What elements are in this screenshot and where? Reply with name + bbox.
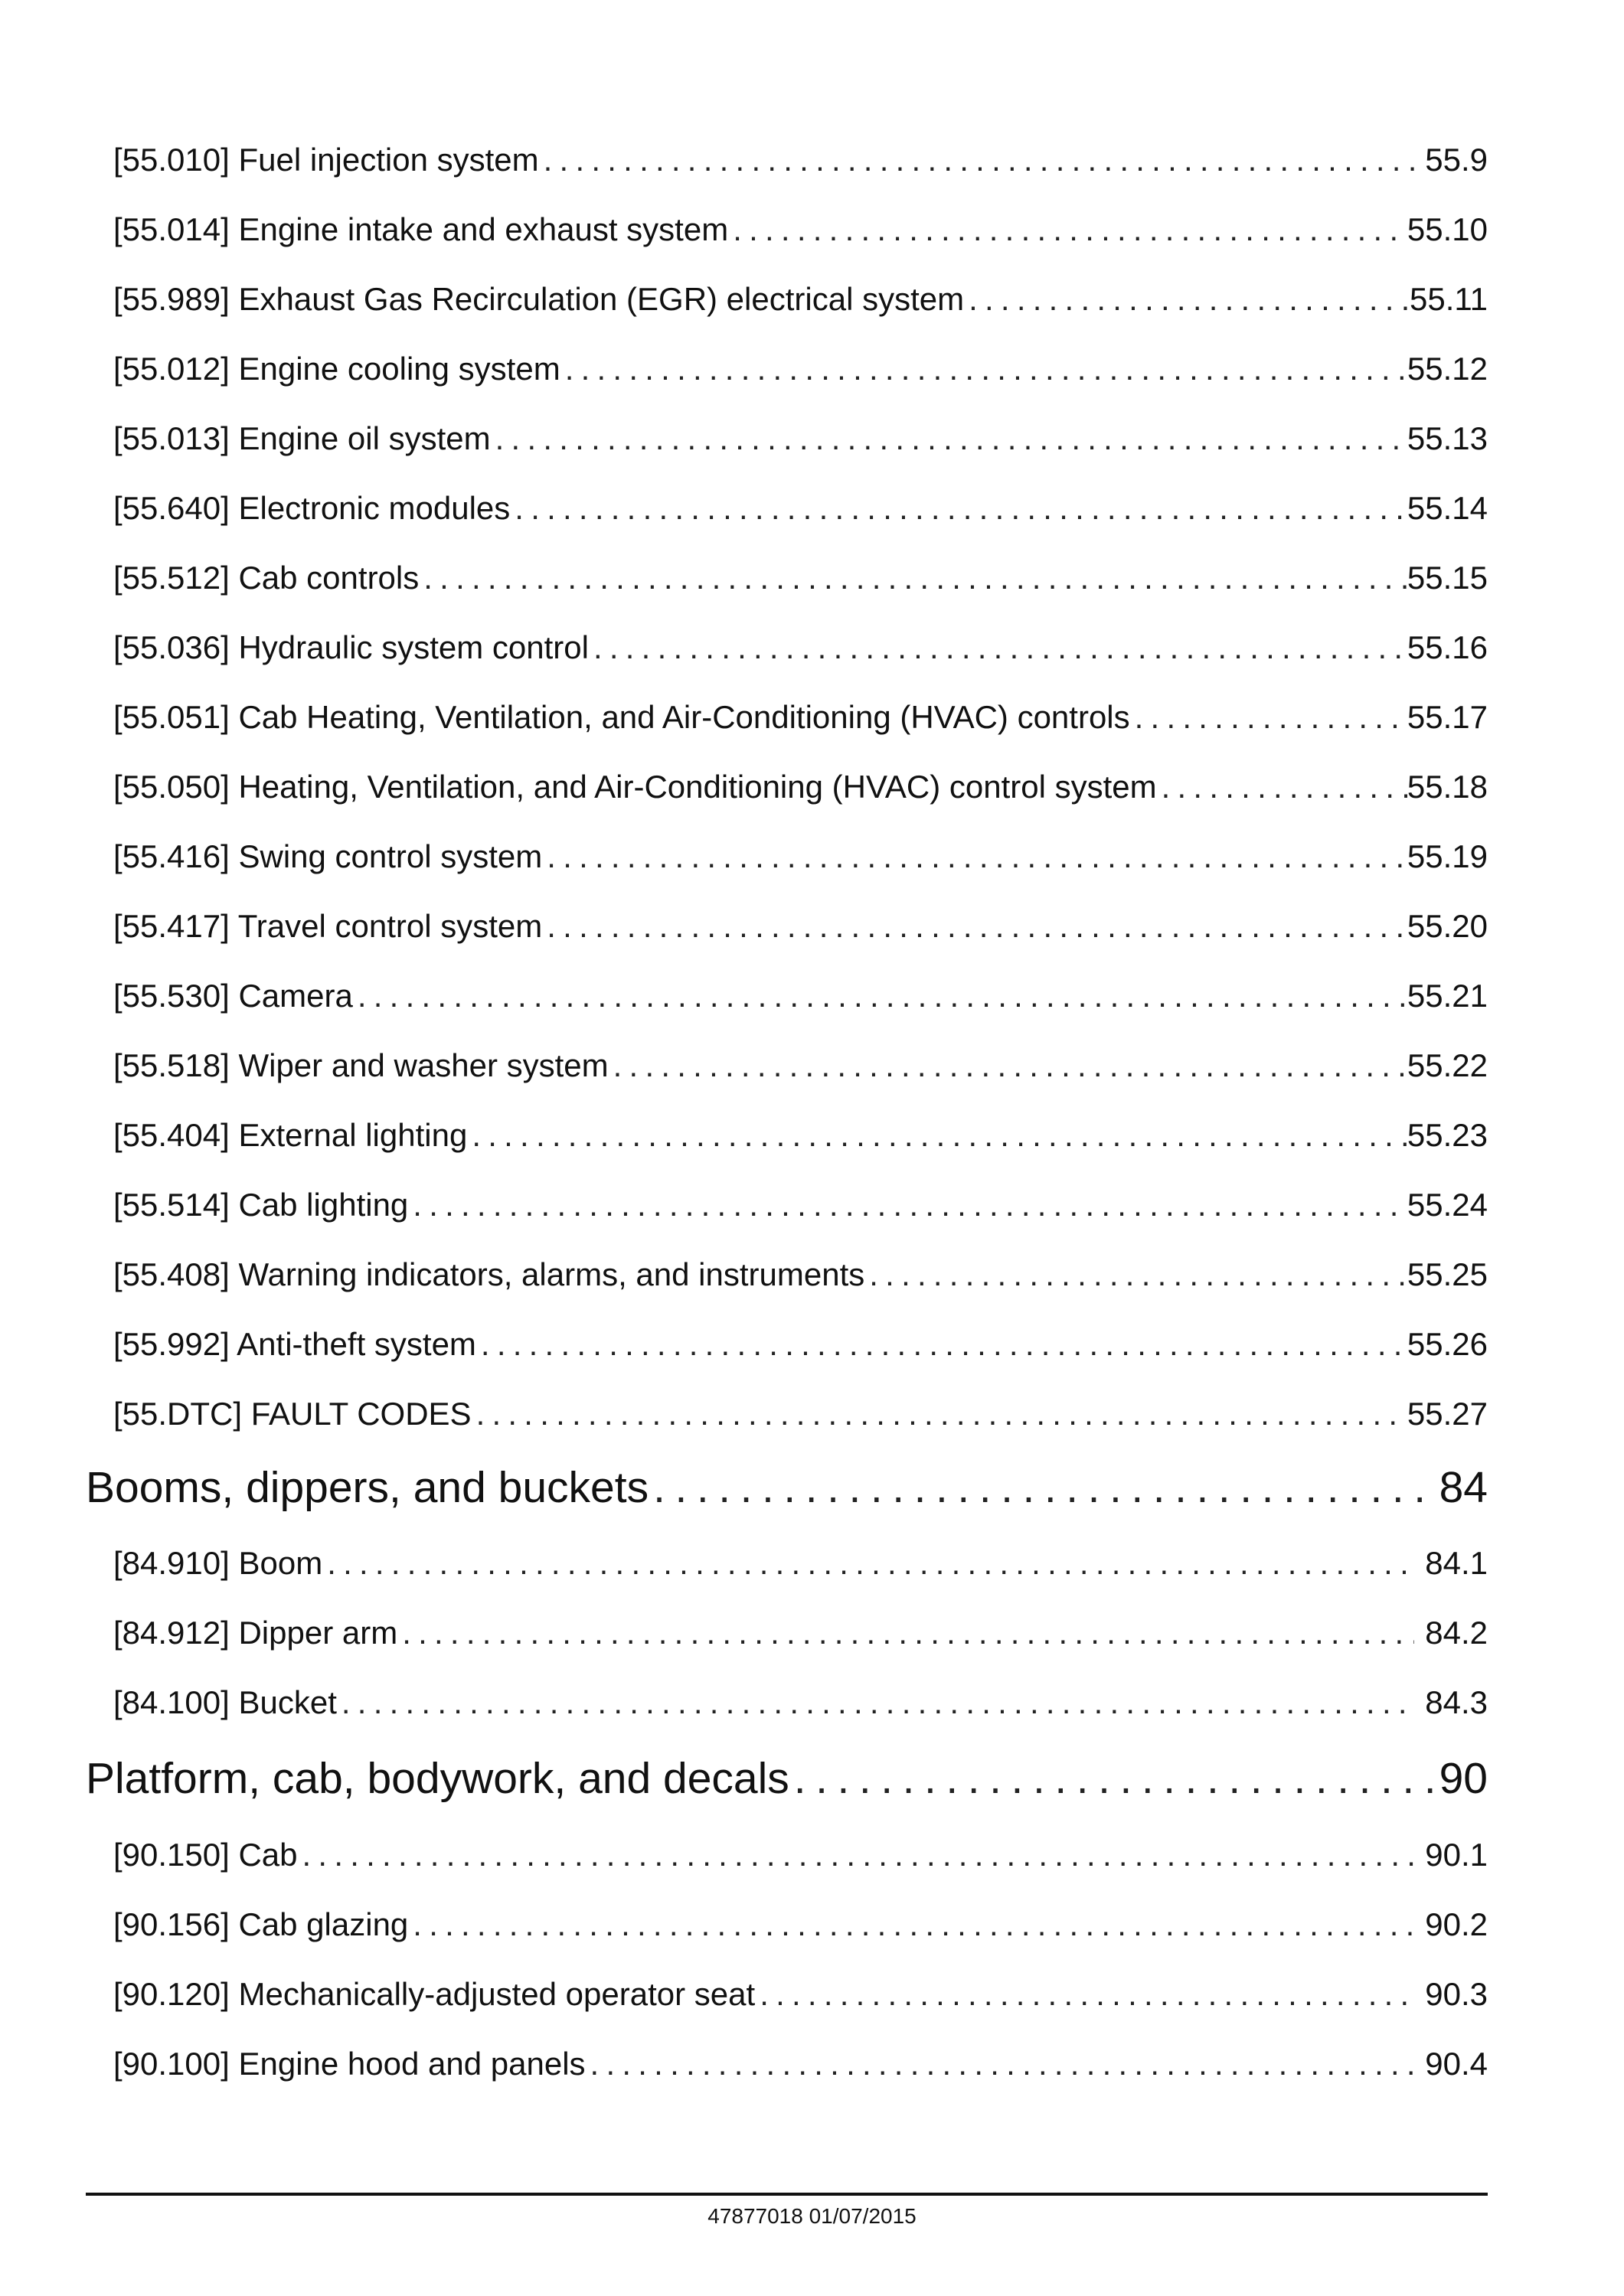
toc-entry-label: [55.404] External lighting [113,1117,468,1153]
toc-entry-55-416[interactable] [113,838,1488,876]
toc-entry-page: 55.26 [1407,1326,1488,1362]
toc-entry-55-992[interactable] [113,1325,1488,1364]
dot-leader [419,559,1407,597]
toc-section-page: 90 [1439,1754,1488,1803]
toc-entry-label: [55.408] Warning indicators, alarms, and instruments [113,1256,865,1292]
toc-entry-label: [55.417] Travel control system [113,908,543,944]
dot-leader [353,977,1407,1015]
dot-leader [476,1325,1407,1364]
toc-entry-label: [55.518] Wiper and washer system [113,1047,609,1083]
toc-entry-84-912[interactable] [113,1614,1488,1652]
dot-leader [298,1836,1414,1874]
toc-entry-90-156[interactable] [113,1906,1488,1944]
toc-entry-page: 55.27 [1407,1396,1488,1432]
toc-entry-55-036[interactable] [113,629,1488,667]
dot-leader [491,420,1407,458]
dot-leader [964,280,1410,318]
toc-entry-page: 55.16 [1407,629,1488,665]
dot-leader [1130,698,1407,736]
toc-entry-page: 55.23 [1407,1117,1488,1153]
toc-entry-label: [55.014] Engine intake and exhaust system [113,211,729,247]
dot-leader [397,1614,1414,1652]
toc-entry-page: 55.10 [1407,211,1488,247]
toc-entry-label: [55.512] Cab controls [113,560,420,596]
toc-entry-55-dtc[interactable] [113,1395,1488,1433]
toc-entry-page: 55.18 [1407,769,1488,805]
toc-entry-label: [55.992] Anti-theft system [113,1326,476,1362]
toc-entry-page: 90.3 [1425,1976,1488,2012]
toc-entry-90-120[interactable] [113,1975,1488,2013]
toc-entry-55-014[interactable] [113,211,1488,249]
toc-entry-page: 55.21 [1407,978,1488,1014]
toc-entry-label: [55.640] Electronic modules [113,490,511,526]
toc-entry-label: [55.036] Hydraulic system control [113,629,589,665]
dot-leader [586,2045,1414,2083]
toc-entry-55-518[interactable] [113,1047,1488,1085]
toc-entry-label: [84.912] Dipper arm [113,1615,398,1651]
toc-entry-label: [90.156] Cab glazing [113,1906,409,1942]
toc-entry-page: 55.20 [1407,908,1488,944]
toc-entry-page: 90.1 [1425,1837,1488,1873]
dot-leader [467,1116,1407,1155]
toc-entry-label: [55.530] Camera [113,978,353,1014]
toc-entry-label: [55.051] Cab Heating, Ventilation, and Air-Conditioning (HVAC) controls [113,699,1130,735]
dot-leader [560,350,1407,388]
toc-entry-page: 90.4 [1425,2046,1488,2082]
toc-entry-label: [55.514] Cab lighting [113,1187,409,1223]
dot-leader [609,1047,1407,1085]
toc-section-label: Booms, dippers, and buckets [86,1463,649,1512]
toc-entry-page: 55.17 [1407,699,1488,735]
dot-leader [864,1256,1407,1294]
toc-entry-55-050[interactable] [113,768,1488,806]
toc-section-90[interactable] [86,1753,1488,1804]
dot-leader [1157,768,1407,806]
toc-entry-55-408[interactable] [113,1256,1488,1294]
toc-entry-label: [84.910] Boom [113,1545,323,1581]
toc-entry-label: [90.150] Cab [113,1837,298,1873]
dot-leader [408,1186,1407,1224]
toc-entry-label: [55.DTC] FAULT CODES [113,1396,472,1432]
toc-entry-55-640[interactable] [113,489,1488,527]
toc-entry-55-051[interactable] [113,698,1488,736]
toc-entry-90-100[interactable] [113,2045,1488,2083]
dot-leader [589,629,1407,667]
toc-entry-55-404[interactable] [113,1116,1488,1155]
toc-entry-page: 55.25 [1407,1256,1488,1292]
toc-entry-label: [55.010] Fuel injection system [113,142,539,178]
toc-entry-page: 84.1 [1425,1545,1488,1581]
toc-entry-page: 55.14 [1407,490,1488,526]
toc-entry-84-910[interactable] [113,1544,1488,1582]
dot-leader [472,1395,1407,1433]
toc-entry-label: [84.100] Bucket [113,1684,337,1720]
toc-entry-label: [55.989] Exhaust Gas Recirculation (EGR) electrical system [113,281,965,317]
toc-entry-page: 84.2 [1425,1615,1488,1651]
toc-section-84[interactable] [86,1462,1488,1513]
toc-entry-55-012[interactable] [113,350,1488,388]
toc-entry-label: [55.416] Swing control system [113,838,543,874]
toc-section-label: Platform, cab, bodywork, and decals [86,1754,789,1803]
toc-entry-page: 55.12 [1407,351,1488,387]
dot-leader [789,1753,1439,1804]
toc-entry-55-417[interactable] [113,907,1488,946]
dot-leader [755,1975,1414,2013]
toc-entry-page: 55.13 [1407,420,1488,456]
toc-entry-55-512[interactable] [113,559,1488,597]
toc-entry-page: 55.22 [1407,1047,1488,1083]
toc-entry-55-514[interactable] [113,1186,1488,1224]
toc-entry-55-530[interactable] [113,977,1488,1015]
toc-section-page: 84 [1439,1463,1488,1512]
toc-entry-55-989[interactable] [113,280,1488,318]
toc-entry-page: 55.11 [1410,281,1488,317]
dot-leader [539,141,1414,179]
toc-entry-label: [55.050] Heating, Ventilation, and Air-Conditioning (HVAC) control system [113,769,1157,805]
toc-entry-page: 90.2 [1425,1906,1488,1942]
dot-leader [408,1906,1414,1944]
toc-entry-page: 55.19 [1407,838,1488,874]
toc-entry-84-100[interactable] [113,1684,1488,1722]
dot-leader [728,211,1407,249]
toc-entry-55-013[interactable] [113,420,1488,458]
toc-entry-label: [55.013] Engine oil system [113,420,491,456]
toc-entry-page: 55.9 [1425,142,1488,178]
toc-entry-55-010[interactable] [113,141,1488,179]
toc-entry-page: 55.24 [1407,1187,1488,1223]
dot-leader [649,1462,1439,1513]
toc-entry-label: [55.012] Engine cooling system [113,351,560,387]
dot-leader [322,1544,1414,1582]
dot-leader [337,1684,1414,1722]
toc-entry-90-150[interactable] [113,1836,1488,1874]
dot-leader [542,907,1407,946]
dot-leader [542,838,1407,876]
toc-entry-label: [90.100] Engine hood and panels [113,2046,586,2082]
footer-document-id: 47877018 01/07/2015 [707,2204,917,2228]
footer-rule [86,2193,1488,2196]
dot-leader [510,489,1407,527]
toc-entry-page: 55.15 [1407,560,1488,596]
toc-entry-page: 84.3 [1425,1684,1488,1720]
toc-entry-label: [90.120] Mechanically-adjusted operator seat [113,1976,756,2012]
